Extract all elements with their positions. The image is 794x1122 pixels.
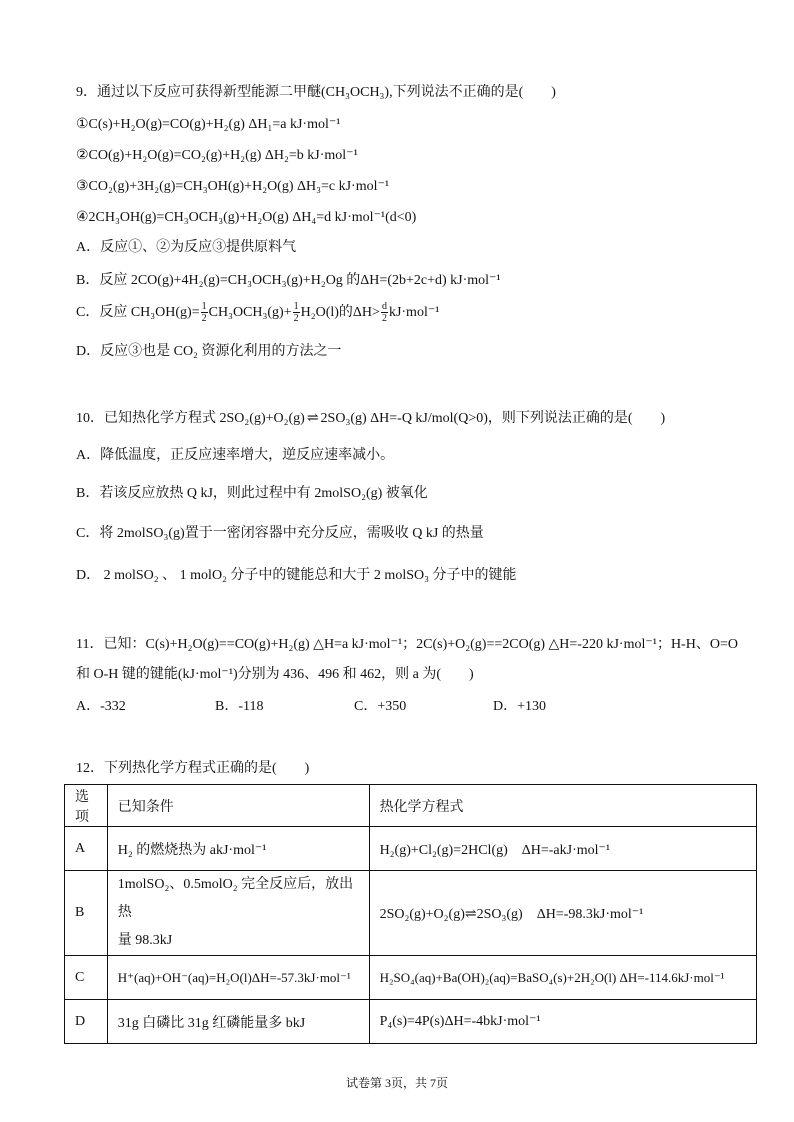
row-option: C [65, 956, 108, 1000]
row-condition [107, 871, 369, 956]
q12-stem: 12．下列热化学方程式正确的是( ) [76, 761, 310, 776]
row-equation: P₄(s)=4P(s)ΔH=-4bkJ·mol⁻¹ [369, 1000, 756, 1044]
row-option: A [65, 827, 108, 871]
q10-stem-post: 2SO₃(g) ΔH=-Q kJ/mol(Q>0)，则下列说法正确的是( ) [320, 411, 666, 426]
q9-reaction-4: ④2CH₃OH(g)=CH₃OCH₃(g)+H₂O(g) ΔH₄=d kJ·mol⁻¹(d<0) [76, 210, 417, 225]
q11-option-c: C．+350 [354, 699, 407, 714]
q9-c-mid2: H₂O(l)的ΔH> [300, 305, 380, 320]
row-condition: H₂ 的燃烧热为 akJ·mol⁻¹ [107, 827, 369, 871]
equilibrium-arrow-icon: ⇌ [306, 411, 319, 426]
fraction: $\frac{1}{2}$ [293, 301, 299, 325]
table-header-row [65, 785, 757, 827]
q10-stem [76, 410, 665, 428]
q9-option-a: A．反应①、②为反应③提供原料气 [76, 240, 297, 255]
q9-option-c [76, 300, 439, 326]
q10-option-d: D． 2 molSO₂ 、 1 molO₂ 分子中的键能总和大于 2 molSO₃ 分子中的键能 [76, 568, 517, 583]
q9-reaction-3: ③CO₂(g)+3H₂(g)=CH₃OH(g)+H₂O(g) ΔH₃=c kJ·mol⁻¹ [76, 179, 390, 194]
table-row [65, 1000, 757, 1044]
header-option: 选项 [65, 785, 108, 827]
table-row [65, 956, 757, 1000]
row-equation: 2SO₂(g)+O₂(g)⇌2SO₃(g) ΔH=-98.3kJ·mol⁻¹ [369, 871, 756, 956]
q10-option-c: C．将 2molSO₃(g)置于一密闭容器中充分反应，需吸收 Q kJ 的热量 [76, 526, 484, 541]
q9-option-b: B．反应 2CO(g)+4H₂(g)=CH₃OCH₃(g)+H₂Og 的ΔH=(2b+2c+d) kJ·mol⁻¹ [76, 273, 501, 288]
q11-line-2: 和 O-H 键的键能(kJ·mol⁻¹)分别为 436、496 和 462，则 a 为( ) [76, 667, 474, 682]
table-row [65, 871, 757, 956]
q11-option-a: A．-332 [76, 699, 126, 714]
header-condition: 已知条件 [107, 785, 369, 827]
q12-table [64, 784, 757, 1044]
q9-reaction-1: ①C(s)+H₂O(g)=CO(g)+H₂(g) ΔH₁=a kJ·mol⁻¹ [76, 117, 341, 132]
q9-stem: 9．通过以下反应可获得新型能源二甲醚(CH₃OCH₃),下列说法不正确的是( ) [76, 85, 556, 100]
row-condition: 31g 白磷比 31g 红磷能量多 bkJ [107, 1000, 369, 1044]
row-condition: H⁺(aq)+OH⁻(aq)=H₂O(l)ΔH=-57.3kJ·mol⁻¹ [107, 956, 369, 1000]
table-row [65, 827, 757, 871]
q10-option-a: A．降低温度，正反应速率增大，逆反应速率减小。 [76, 448, 395, 463]
q9-option-d: D．反应③也是 CO₂ 资源化利用的方法之一 [76, 344, 342, 359]
header-equation: 热化学方程式 [369, 785, 756, 827]
page-footer: 试卷第 3页，共 7页 [345, 1076, 448, 1090]
row-condition-line: 1molSO₂、0.5molO₂ 完全反应后，放出热 [117, 877, 354, 920]
row-equation: H₂SO₄(aq)+Ba(OH)₂(aq)=BaSO₄(s)+2H₂O(l) ΔH=-114.6kJ·mol⁻¹ [369, 956, 756, 1000]
fraction: $\frac{d}{2}$ [381, 301, 387, 325]
row-option: D [65, 1000, 108, 1044]
q11-options [76, 698, 632, 716]
q11-line-1: 11．已知：C(s)+H₂O(g)==CO(g)+H₂(g) △H=a kJ·mol⁻¹；2C(s)+O₂(g)==2CO(g) △H=-220 kJ·mol⁻¹；H-H、O=O [76, 637, 738, 652]
q9-reaction-2: ②CO(g)+H₂O(g)=CO₂(g)+H₂(g) ΔH₂=b kJ·mol⁻¹ [76, 148, 358, 163]
q11-option-b: B．-118 [215, 699, 264, 714]
row-equation: H₂(g)+Cl₂(g)=2HCl(g) ΔH=-akJ·mol⁻¹ [369, 827, 756, 871]
q10-stem-pre: 10．已知热化学方程式 2SO₂(g)+O₂(g) [76, 411, 305, 426]
fraction: $\frac{1}{2}$ [201, 301, 207, 325]
q9-c-post: kJ·mol⁻¹ [388, 305, 440, 320]
q9-c-mid1: CH₃OCH₃(g)+ [208, 305, 292, 320]
row-condition-line: 量 98.3kJ [117, 933, 173, 948]
q10-option-b: B．若该反应放热 Q kJ，则此过程中有 2molSO₂(g) 被氧化 [76, 486, 428, 501]
row-option: B [65, 871, 108, 956]
q11-option-d: D．+130 [493, 699, 547, 714]
q9-c-pre: C．反应 CH₃OH(g)= [76, 305, 200, 320]
